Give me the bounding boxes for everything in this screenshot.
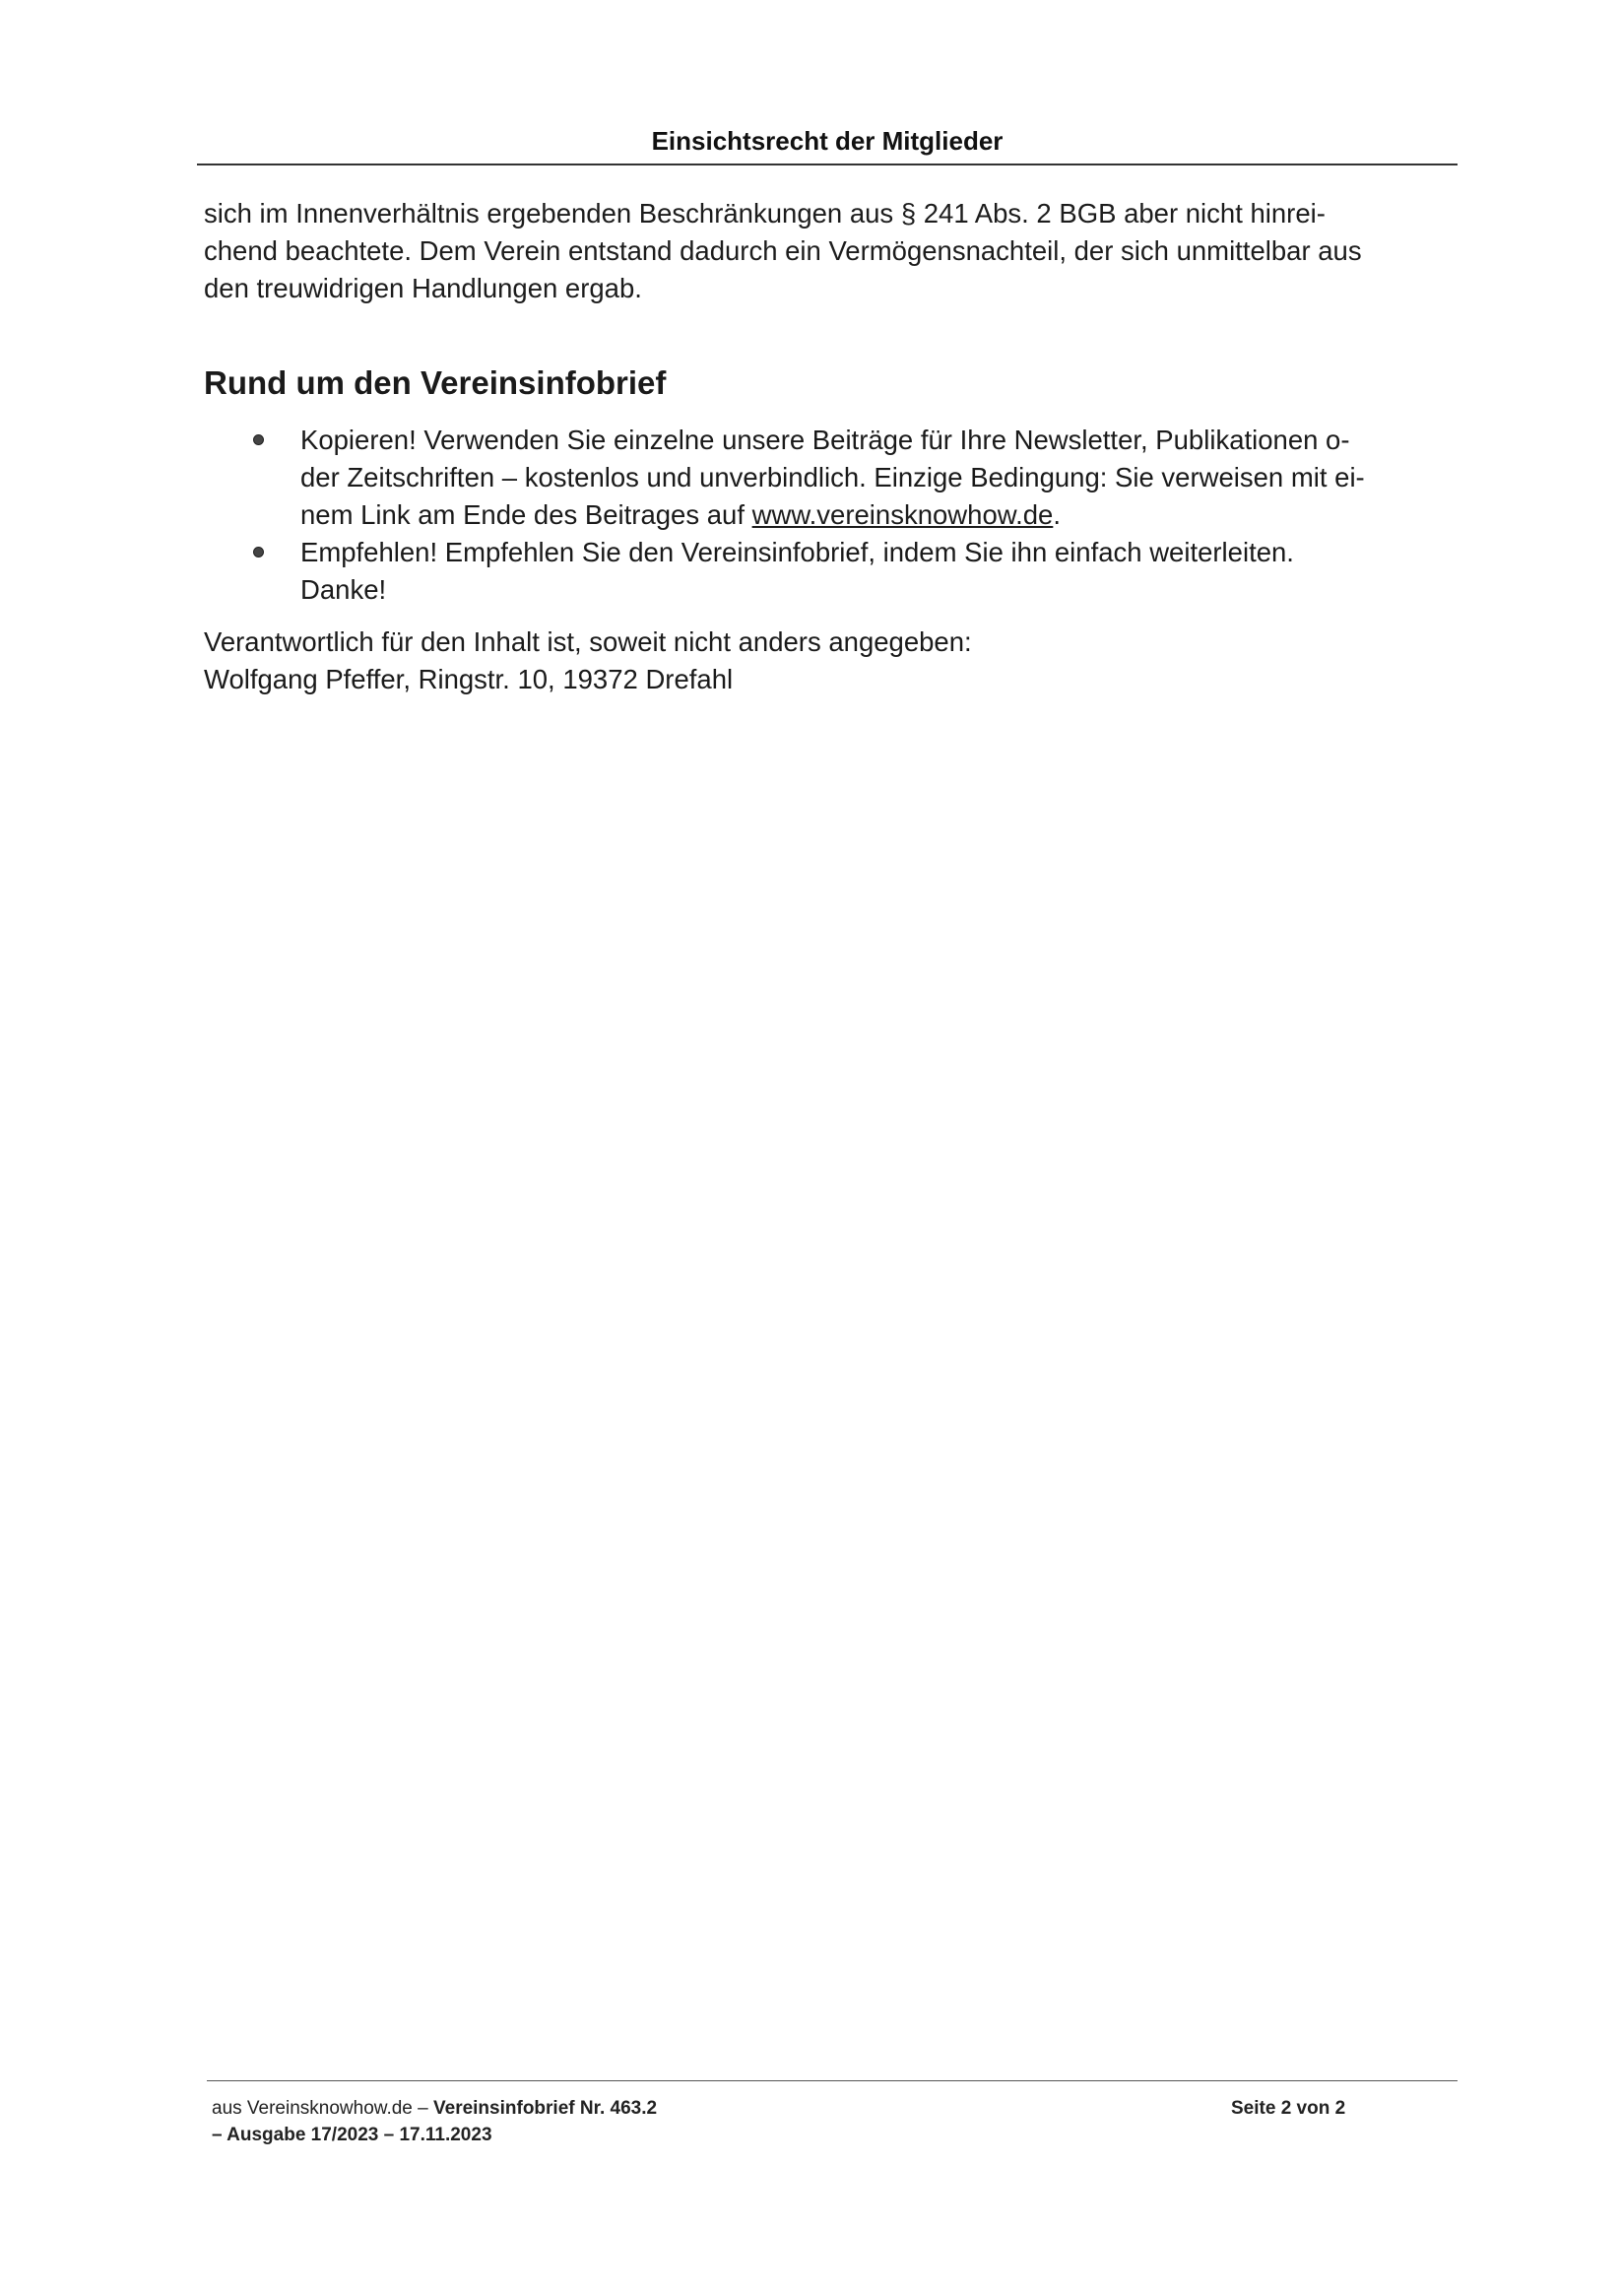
list-item-line: Empfehlen! Empfehlen Sie den Vereinsinfobrief, indem Sie ihn einfach weiterleiten. — [300, 537, 1294, 567]
list-item-copy — [251, 422, 1453, 534]
list-item-line: Kopieren! Verwenden Sie einzelne unsere Beiträge für Ihre Newsletter, Publikationen o- — [300, 425, 1350, 455]
responsible-line: Verantwortlich für den Inhalt ist, soweit nicht anders angegeben: — [204, 626, 972, 657]
list-item-line — [300, 496, 1453, 534]
footer-issue: Vereinsinfobrief Nr. 463.2 — [433, 2098, 658, 2119]
header-divider — [197, 164, 1458, 165]
paragraph-line: den treuwidrigen Handlungen ergab. — [204, 273, 642, 303]
footer-edition: – Ausgabe 17/2023 – 17.11.2023 — [212, 2125, 492, 2145]
section-heading: Rund um den Vereinsinfobrief — [204, 364, 667, 401]
list-item-text: nem Link am Ende des Beitrages auf — [300, 499, 752, 530]
page-title: Einsichtsrecht der Mitglieder — [651, 126, 1004, 156]
footer-divider — [207, 2080, 1458, 2081]
list-item-line: der Zeitschriften – kostenlos und unverbindlich. Einzige Bedingung: Sie verweisen mit ei- — [300, 462, 1365, 492]
website-link[interactable]: www.vereinsknowhow.de — [751, 499, 1054, 530]
footer-text: aus Vereinsknowhow.de – — [212, 2098, 433, 2119]
bullet-icon — [253, 434, 264, 445]
footer-source — [212, 2095, 657, 2148]
responsible-notice — [204, 623, 1455, 698]
list-item-recommend — [251, 534, 1453, 609]
body-paragraph — [204, 195, 1455, 307]
paragraph-line: sich im Innenverhältnis ergebenden Beschränkungen aus § 241 Abs. 2 BGB aber nicht hinrei- — [204, 198, 1326, 229]
footer-line — [212, 2095, 657, 2122]
list-item-text: . — [1053, 499, 1061, 530]
page-number: Seite 2 von 2 — [1231, 2098, 1346, 2119]
bullet-icon — [253, 547, 264, 558]
responsible-address: Wolfgang Pfeffer, Ringstr. 10, 19372 Drefahl — [204, 664, 734, 694]
list-item-line: Danke! — [300, 574, 387, 605]
bullet-list — [251, 422, 1453, 609]
paragraph-line: chend beachtete. Dem Verein entstand dadurch ein Vermögensnachteil, der sich unmittelbar aus — [204, 235, 1362, 266]
